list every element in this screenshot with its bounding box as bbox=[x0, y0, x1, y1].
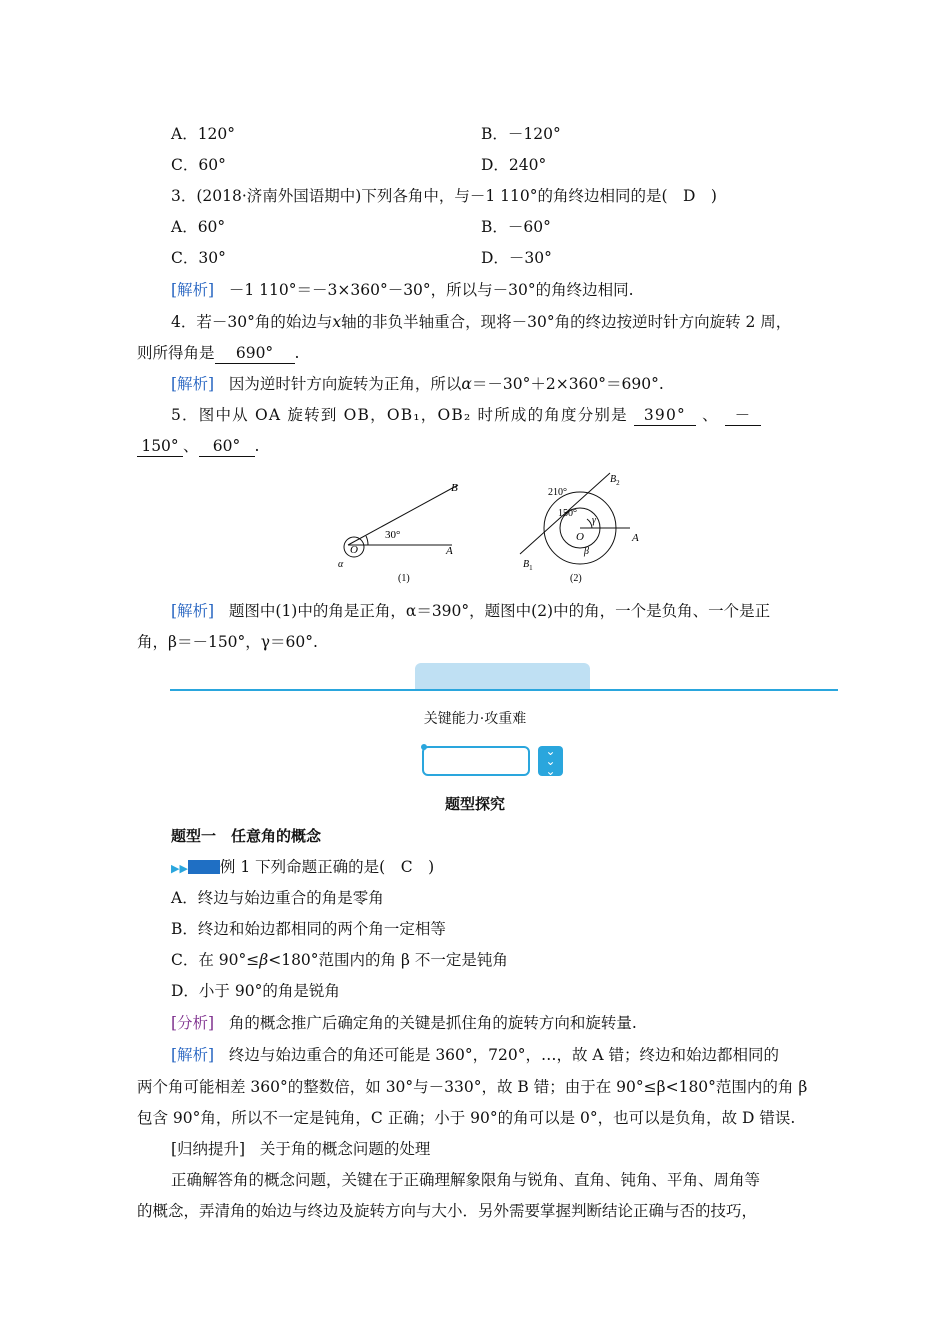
analysis-tag: [解析] bbox=[171, 1046, 215, 1064]
label-gamma: γ bbox=[592, 515, 596, 526]
example-badge bbox=[188, 860, 220, 874]
label-b: B bbox=[451, 482, 458, 494]
frame-dot bbox=[421, 744, 427, 750]
summary-title: 关于角的概念问题的处理 bbox=[259, 1140, 431, 1158]
q3-option-d: D．－30° bbox=[481, 249, 552, 267]
type-heading: 题型一 任意角的概念 bbox=[171, 827, 322, 845]
ex1-option-d: D．小于 90°的角是锐角 bbox=[171, 982, 340, 1000]
q3-option-c: C．30° bbox=[171, 249, 226, 267]
label-150: 150° bbox=[558, 508, 577, 519]
example-1-stem bbox=[171, 857, 434, 879]
q2-option-c: C．60° bbox=[171, 156, 226, 174]
q5-separator: 、 bbox=[183, 437, 199, 455]
q5-answer-1: 390° bbox=[634, 405, 696, 426]
q2-option-a: A．120° bbox=[171, 125, 236, 143]
q4-answer-blank: 690° bbox=[215, 343, 295, 364]
chevron-down-icon: ⌄ ⌄ ⌄ bbox=[538, 746, 563, 776]
q4-line2-end: . bbox=[294, 344, 300, 362]
ex1-jiexi-line3: 包含 90°角，所以不一定是钝角，C 正确；小于 90°的角可以是 0°，也可以是负角，故 D 错误. bbox=[137, 1109, 796, 1127]
fenxi-text: 角的概念推广后确定角的关键是抓住角的旋转方向和旋转量. bbox=[228, 1014, 637, 1032]
subsection-title: 题型探究 bbox=[444, 795, 505, 813]
summary-line2: 的概念，弄清角的始边与终边及旋转方向与大小．另外需要掌握判断结论正确与否的技巧， bbox=[137, 1202, 758, 1220]
q4-analysis bbox=[171, 374, 664, 394]
summary-line1: 正确解答角的概念问题，关键在于正确理解象限角与锐角、直角、钝角、平角、周角等 bbox=[171, 1171, 761, 1189]
alpha-symbol: α bbox=[461, 375, 472, 393]
ex1-jiexi-line1 bbox=[171, 1045, 779, 1065]
q3-option-a: A．60° bbox=[171, 218, 226, 236]
caption-2: (2) bbox=[570, 573, 582, 584]
analysis-text: －1 110°＝－3×360°－30°，所以与－30°的角终边相同. bbox=[228, 281, 634, 299]
q2-option-b: B．－120° bbox=[481, 125, 561, 143]
analysis-tag: [解析] bbox=[171, 281, 215, 299]
q4-stem-part: 4．若－30°角的始边与 bbox=[171, 313, 333, 331]
q5-answer-2: 150° bbox=[137, 436, 183, 457]
summary-tag: [归纳提升] bbox=[171, 1140, 246, 1158]
angle-arc bbox=[366, 536, 368, 545]
analysis-text: 因为逆时针方向旋转为正角，所以 bbox=[228, 375, 462, 393]
analysis-text: 终边与始边重合的角还可能是 360°，720°，…，故 A 错；终边和始边都相同的 bbox=[228, 1046, 780, 1064]
option-text: C．在 90°≤ bbox=[171, 951, 260, 969]
label-b1: $B_1$ bbox=[523, 559, 533, 572]
example-label: 例 1 bbox=[219, 858, 251, 876]
summary-heading bbox=[171, 1139, 430, 1159]
q5-stem-text: 5．图中从 OA 旋转到 OB，OB₁，OB₂ 时所成的角度分别是 bbox=[171, 406, 628, 424]
section-title: 关键能力·攻重难 bbox=[423, 711, 527, 727]
ex1-fenxi bbox=[171, 1013, 637, 1033]
analysis-tag: [解析] bbox=[171, 602, 215, 620]
q5-answer-3: 60° bbox=[199, 436, 255, 457]
fenxi-tag: [分析] bbox=[171, 1014, 215, 1032]
label-a-2: A bbox=[632, 532, 639, 544]
q5-answers-line bbox=[137, 436, 259, 457]
analysis-text: ＝－30°＋2×360°＝690°. bbox=[471, 375, 664, 393]
ray-ob bbox=[348, 485, 458, 545]
q5-end: . bbox=[254, 437, 260, 455]
q4-line2-text: 则所得角是 bbox=[137, 344, 215, 362]
double-arrow-icon: ▶▶ bbox=[171, 862, 188, 875]
subsection-frame bbox=[422, 746, 530, 776]
q5-answer-2-part: － bbox=[725, 405, 761, 426]
analysis-tag: [解析] bbox=[171, 375, 215, 393]
q2-option-d: D．240° bbox=[481, 156, 547, 174]
q3-analysis bbox=[171, 280, 634, 300]
q3-option-b: B．－60° bbox=[481, 218, 551, 236]
q4-stem-part: 轴的非负半轴重合，现将－30°角的终边按逆时针方向旋转 2 周， bbox=[341, 313, 792, 331]
q3-stem: 3．(2018·济南外国语期中)下列各角中，与－1 110°的角终边相同的是( D ) bbox=[171, 187, 717, 205]
label-30: 30° bbox=[385, 529, 401, 541]
ex1-option-a: A．终边与始边重合的角是零角 bbox=[171, 889, 384, 907]
q5-analysis-line2: 角，β＝－150°，γ＝60°. bbox=[137, 633, 318, 651]
label-b2: $B_2$ bbox=[610, 474, 620, 487]
q4-x-var: x bbox=[332, 313, 342, 331]
angle-figure bbox=[330, 470, 650, 590]
ex1-jiexi-line2: 两个角可能相差 360°的整数倍，如 30°与－330°，故 B 错；由于在 90°≤β<180°范围内的角 β bbox=[137, 1078, 808, 1096]
ex1-option-c bbox=[171, 950, 508, 970]
label-o: O bbox=[350, 544, 358, 556]
label-beta: β bbox=[584, 546, 589, 557]
q4-answer-line bbox=[137, 343, 299, 364]
banner-rule bbox=[170, 689, 838, 691]
ex1-option-b: B．终边和始边都相同的两个角一定相等 bbox=[171, 920, 446, 938]
label-a: A bbox=[446, 545, 453, 557]
option-text: <180°范围内的角 β 不一定是钝角 bbox=[268, 951, 508, 969]
label-o-2: O bbox=[576, 531, 584, 543]
label-210: 210° bbox=[548, 487, 567, 498]
caption-1: (1) bbox=[398, 573, 410, 584]
example-stem-text: 下列命题正确的是( C ) bbox=[255, 858, 435, 876]
banner-tab bbox=[415, 663, 590, 690]
label-alpha: α bbox=[338, 559, 344, 570]
q4-stem bbox=[171, 312, 791, 332]
q5-separator: 、 bbox=[702, 406, 719, 424]
beta-symbol: β bbox=[259, 951, 269, 969]
q5-analysis-line1 bbox=[171, 601, 770, 621]
analysis-text: 题图中(1)中的角是正角，α＝390°，题图中(2)中的角，一个是负角、一个是正 bbox=[228, 602, 771, 620]
q5-stem bbox=[171, 405, 761, 426]
